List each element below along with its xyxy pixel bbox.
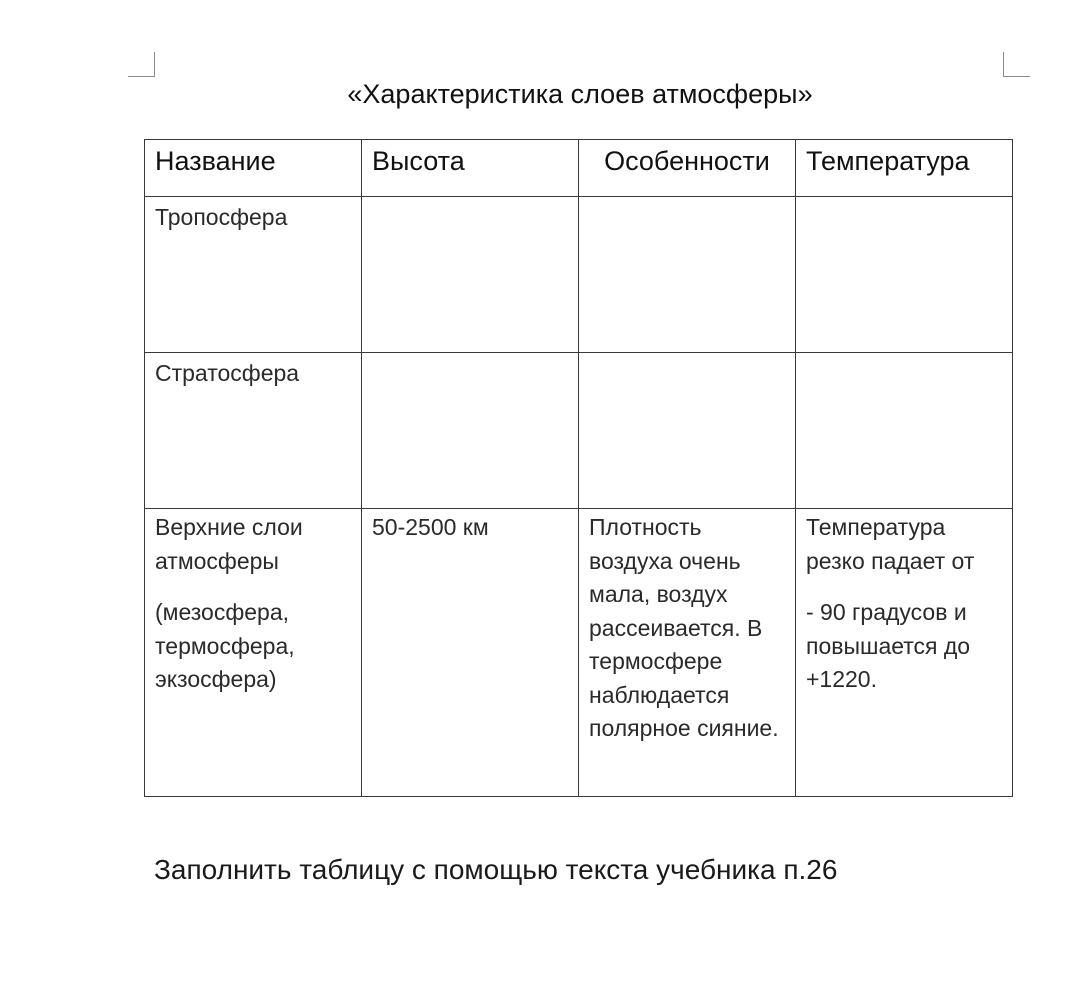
page-corner-mark-left bbox=[128, 52, 155, 77]
atmosphere-layers-table bbox=[144, 139, 1013, 797]
header-height: Высота bbox=[362, 140, 579, 197]
cell-text: Стратосфера bbox=[155, 360, 300, 386]
cell-text: Плотность воздуха очень мала, воздух рассеивается. В термосфере наблюдается полярное сияние. bbox=[589, 514, 779, 741]
header-name: Название bbox=[145, 140, 362, 197]
cell-temperature[interactable] bbox=[796, 353, 1013, 509]
instruction-text: Заполнить таблицу с помощью текста учебника п.26 bbox=[154, 854, 838, 885]
cell-text: Тропосфера bbox=[155, 204, 288, 230]
cell-features[interactable] bbox=[579, 197, 796, 353]
header-temperature: Температура bbox=[796, 140, 1013, 197]
page-corner-mark-right bbox=[1003, 52, 1030, 77]
cell-name[interactable] bbox=[145, 353, 362, 509]
cell-text: Температура резко падает от bbox=[806, 514, 975, 574]
table-header-row bbox=[145, 140, 1013, 197]
cell-temperature[interactable] bbox=[796, 509, 1013, 797]
table-row bbox=[145, 353, 1013, 509]
document-title: «Характеристика слоев атмосферы» bbox=[347, 79, 813, 109]
table-row bbox=[145, 197, 1013, 353]
cell-text: Верхние слои атмосферы bbox=[155, 514, 303, 574]
table-row bbox=[145, 509, 1013, 797]
cell-temperature[interactable] bbox=[796, 197, 1013, 353]
cell-height[interactable] bbox=[362, 353, 579, 509]
cell-features[interactable] bbox=[579, 353, 796, 509]
cell-name[interactable] bbox=[145, 197, 362, 353]
cell-name[interactable] bbox=[145, 509, 362, 797]
cell-features[interactable] bbox=[579, 509, 796, 797]
cell-text: 50-2500 км bbox=[372, 514, 489, 540]
cell-text: - 90 градусов и повышается до +1220. bbox=[806, 599, 971, 692]
cell-height[interactable] bbox=[362, 197, 579, 353]
header-features: Особенности bbox=[579, 140, 796, 197]
cell-height[interactable] bbox=[362, 509, 579, 797]
cell-text: (мезосфера, термосфера, экзосфера) bbox=[155, 599, 295, 692]
